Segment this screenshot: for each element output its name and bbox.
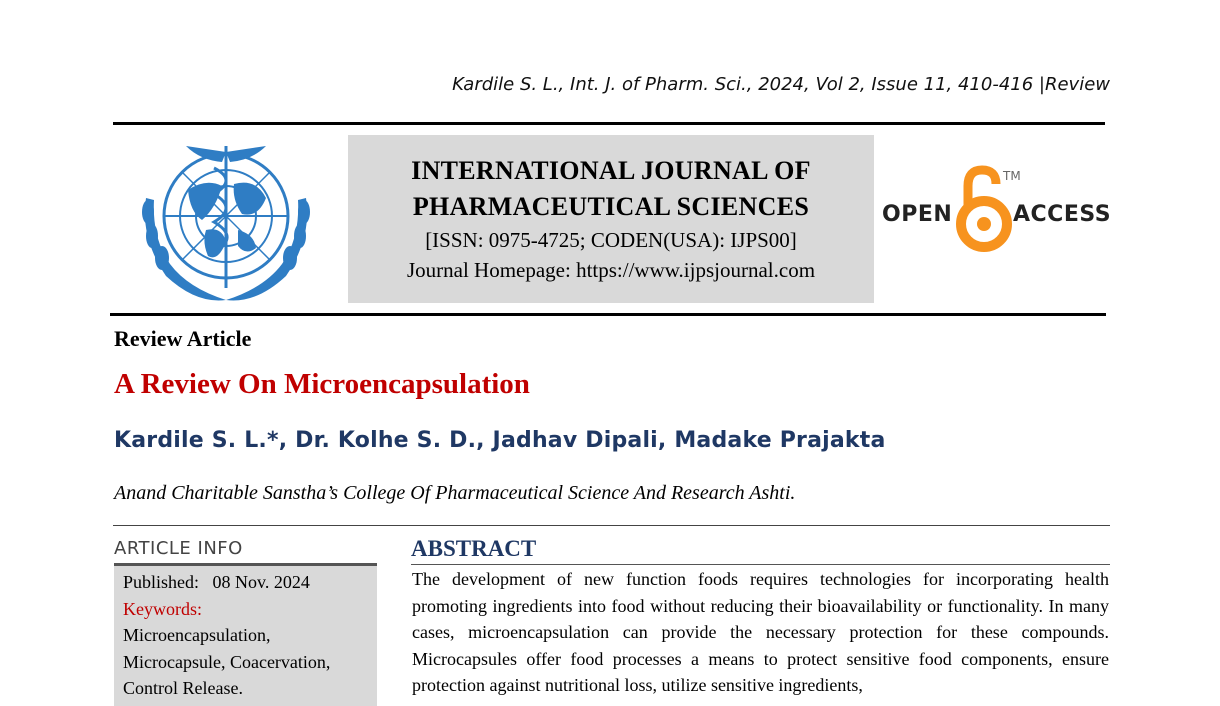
section-divider <box>113 525 1110 526</box>
published-label: Published: <box>123 572 200 592</box>
article-info-heading: ARTICLE INFO <box>114 538 243 559</box>
abstract-text: The development of new function foods requires technologies for incorporating health promoting ingredients into food without reducing their bioavailability or functionality. In many cases, microencapsulation can provide the necessary protection for these compounds. Microcapsules offer food processes a means to protect sensitive food components, ensure protection against nutritional loss, utilize sensitive ingredients, <box>412 569 1109 696</box>
article-info-panel <box>114 566 377 706</box>
journal-issn: [ISSN: 0975-4725; CODEN(USA): IJPS00] <box>425 228 797 252</box>
journal-title-line2: PHARMACEUTICAL SCIENCES <box>412 192 810 221</box>
article-type: Review Article <box>114 326 252 351</box>
journal-emblem-icon <box>126 138 326 308</box>
citation-line: Kardile S. L., Int. J. of Pharm. Sci., 2024, Vol 2, Issue 11, 410-416 |Review <box>452 74 1110 95</box>
header-rule-top <box>113 122 1105 125</box>
keyword-line: Control Release. <box>123 678 243 698</box>
keywords-label: Keywords: <box>123 598 202 619</box>
article-authors: Kardile S. L.*, Dr. Kolhe S. D., Jadhav Dipali, Madake Prajakta <box>114 428 886 453</box>
published-row <box>123 569 377 596</box>
keyword-line: Microcapsule, Coacervation, <box>123 651 331 672</box>
open-access-left-text: OPEN <box>882 202 953 227</box>
journal-homepage: Journal Homepage: https://www.ijpsjournal.com <box>406 258 816 282</box>
journal-info-panel <box>348 135 874 303</box>
published-date: 08 Nov. 2024 <box>212 572 310 592</box>
keyword-line: Microencapsulation, <box>123 625 271 645</box>
abstract-heading: ABSTRACT <box>411 536 537 561</box>
open-access-right-text: ACCESS <box>1013 202 1112 227</box>
abstract-rule <box>411 564 1110 565</box>
author-affiliation: Anand Charitable Sanstha’s College Of Pharmaceutical Science And Research Ashti. <box>114 482 796 504</box>
trademark-mark: TM <box>1003 169 1021 183</box>
article-title: A Review On Microencapsulation <box>114 368 530 400</box>
header-rule-bottom <box>110 313 1106 316</box>
journal-title-line1: INTERNATIONAL JOURNAL OF <box>411 156 811 185</box>
